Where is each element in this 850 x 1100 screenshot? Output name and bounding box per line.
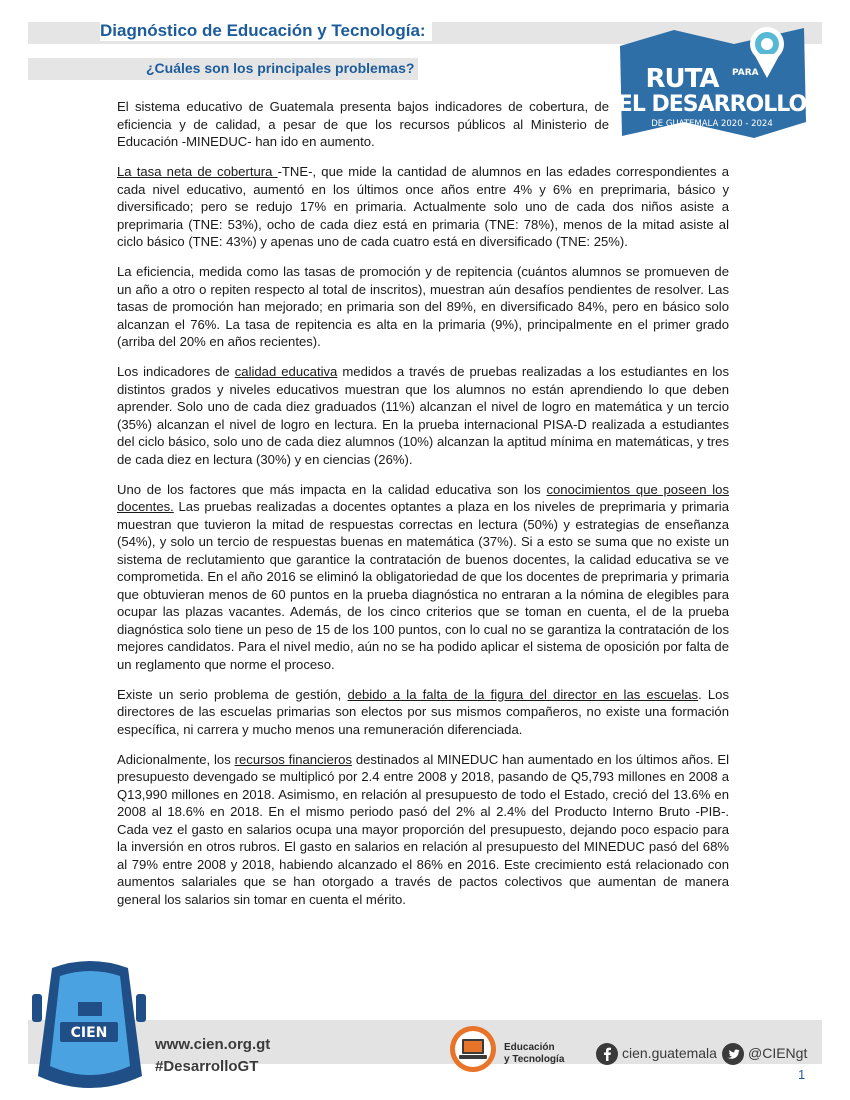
link-calidad-educativa: calidad educativa	[234, 364, 338, 379]
twitter-handle[interactable]: @CIENgt	[748, 1045, 808, 1061]
paragraph-intro: El sistema educativo de Guatemala presenta bajos indicadores de cobertura, de eficiencia y de calidad, a pesar de que los recursos públicos al Ministerio de Educación -MINEDUC- han ido en aumento.	[117, 99, 609, 149]
cien-mascot-icon	[30, 958, 148, 1100]
page-number: 1	[798, 1067, 806, 1082]
paragraph-text: Los indicadores de	[117, 364, 235, 379]
paragraph-eficiencia: La eficiencia, medida como las tasas de promoción y de repitencia (cuántos alumnos se promueven de un año a otro o repiten respecto al total de inscritos), muestran aún desafíos pendientes de resolver. Las tasas de promoción han mejorado; en primaria son del 89%, en diversificado 84%, pero en básico solo alcanzan el 76%. La tasa de repitencia es alta en la primaria (9%), principalmente en el primer grado (arriba del 20% en años recientes).	[117, 264, 729, 349]
twitter-icon[interactable]	[722, 1043, 744, 1065]
category-line-2: y Tecnología	[504, 1054, 565, 1065]
paragraph-text: Uno de los factores que más impacta en la calidad educativa son los	[117, 481, 547, 497]
paragraph-calidad	[117, 363, 729, 468]
cien-badge-text: CIEN	[70, 1025, 108, 1041]
paragraph-text: -TNE-, que mide la cantidad de alumnos en las edades correspondientes a cada nivel educativo, aumentó en los últimos once años entre 4% y 6% en preprimaria, básico y diversificado; pero se redujo 17% en primaria. Actualmente solo uno de cada dos niños asiste a preprimaria (TNE: 53%), ocho de cada diez está en primaria (TNE: 78%), menos de la mitad asiste al ciclo básico (TNE: 43%) y apenas uno de cada cuatro está en diversificado (TNE: 25%).	[117, 164, 730, 249]
paragraph-gestion	[117, 686, 729, 739]
logo-text-para: PARA	[732, 68, 759, 78]
paragraph-text: Las pruebas realizadas a docentes optantes a plaza en los niveles de preprimaria y primaria muestran que tuvieron la mitad de respuestas correctas en lectura (50%) y estrategias de enseñanza (54%), y solo un tercio de respuestas buenas en matemática (37%). Si a esto se suma que no existe un sistema de reclutamiento que garantice la contratación de buenos docentes, la calidad educativa se ve comprometida. En el año 2016 se eliminó la obligatoriedad de que los docentes de preprimaria y primaria que obtuvieran menos de 60 puntos en la prueba diagnóstica no entraran a la nómina de elegibles para ocupar las plazas vacantes. Además, de los cinco criterios que se toman en cuenta, el de la prueba diagnóstica solo tiene un peso de 15 de los 100 puntos, con lo cual no se garantiza la contratación de los mejores candidatos. Para el nivel medio, aún no se ha podido aplicar el sistema de oposición por falta de un reglamento que norme el proceso.	[117, 499, 729, 672]
facebook-icon[interactable]	[596, 1043, 618, 1065]
paragraph-text: . Los directores de las escuelas primarias son electos por sus mismos compañeros, no existe una formación específica, ni carrera y mucho menos una remuneración diferenciada.	[117, 686, 729, 737]
paragraph-text: Existe un serio problema de gestión,	[117, 686, 348, 702]
paragraph-text: Adicionalmente, los	[117, 751, 235, 767]
paragraph-text: destinados al MINEDUC han aumentado en los últimos años. El presupuesto devengado se multiplicó por 2.4 entre 2008 y 2018, pasando de Q5,793 millones en 2008 a Q13,990 millones en 2018. Asimismo, en relación al presupuesto de todo el Estado, creció del 13.6% en 2008 al 18.6% en 2018. En el mismo periodo pasó del 2% al 2.4% del Producto Interno Bruto -PIB-. Cada vez el gasto en salarios ocupa una mayor proporción del presupuesto, dejando poco espacio para la inversión en otros rubros. El gasto en salarios en relación al presupuesto del MINEDUC pasó del 68% al 79% entre 2008 y 2018, habiendo alcanzado el 86% en 2016. Este crecimiento está relacionado con aumentos salariales que se han otorgado a través de pactos colectivos que aumentan de manera general los salarios sin tomar en cuenta el mérito.	[117, 751, 730, 907]
hashtag: #DesarrolloGT	[155, 1058, 259, 1075]
logo-text-guatemala: DE GUATEMALA 2020 - 2024	[651, 119, 773, 129]
logo-text-desarrollo: EL DESARROLLO	[617, 92, 807, 117]
footer-category	[504, 1042, 564, 1066]
category-line-1: Educación	[504, 1042, 555, 1053]
facebook-handle[interactable]: cien.guatemala	[622, 1045, 717, 1061]
website-link[interactable]: www.cien.org.gt	[155, 1036, 271, 1053]
paragraph-cobertura	[117, 163, 729, 251]
link-recursos-financieros: recursos financieros	[234, 751, 353, 767]
link-tasa-neta: La tasa neta de cobertura	[117, 164, 278, 179]
link-figura-director: debido a la falta de la figura del director en las escuelas	[347, 686, 699, 702]
page-subtitle: ¿Cuáles son los principales problemas?	[146, 60, 415, 76]
logo-text-ruta: RUTA	[645, 64, 719, 94]
education-technology-icon	[448, 1024, 498, 1074]
paragraph-text: medidos a través de pruebas realizadas a los estudiantes en los distintos grados y niveles educativos muestran que los alumnos no están aprendiendo lo que deben aprender. Solo uno de cada diez graduados (11%) alcanzan el nivel de logro en matemática y un tercio (35%) alcanzan el nivel de logro en lectura. En la prueba internacional PISA-D realizada a estudiantes del ciclo básico, solo uno de cada diez alumnos (10%) alcanzan la aptitud mínima en matemáticas, y tres de cada diez en lectura (30%) y en ciencias (26%).	[117, 364, 730, 467]
link-conocimientos-docentes: conocimientos que poseen los docentes.	[117, 481, 729, 514]
paragraph-recursos	[117, 751, 729, 909]
paragraph-docentes	[117, 481, 729, 674]
page-title: Diagnóstico de Educación y Tecnología:	[100, 21, 432, 41]
document-body	[117, 98, 729, 921]
